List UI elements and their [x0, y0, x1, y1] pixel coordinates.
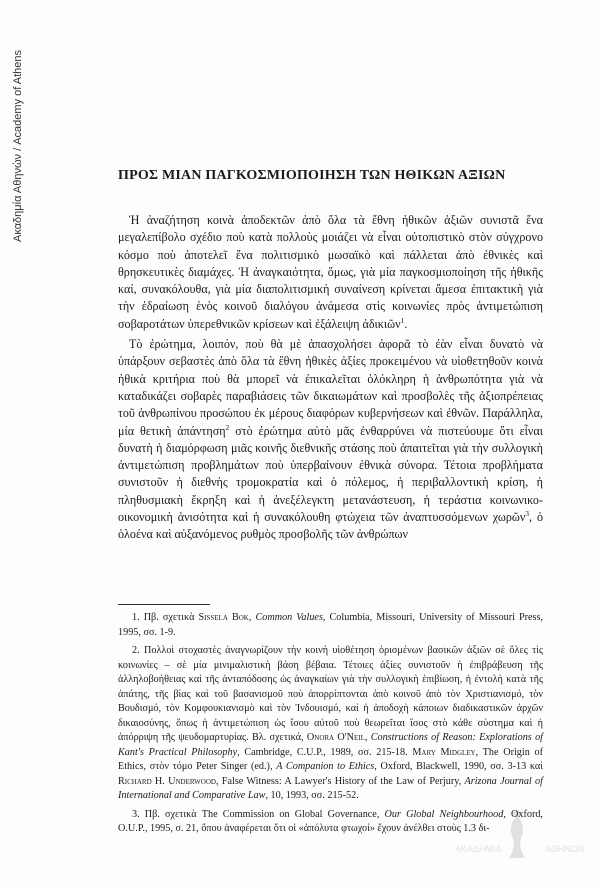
footnote-2 — [118, 644, 543, 804]
footnote-1-sep: , — [248, 612, 256, 623]
paragraph-2-text-c: , ὁ ὁλοένα καὶ αὐξανόμενος ρυθμὸς προσβολῆς τῶν ἀνθρώπων — [118, 510, 543, 542]
watermark-text-left: ΑΚΑΔΗΜΙΑ — [455, 844, 502, 854]
main-text — [118, 212, 543, 544]
archive-side-label: Ακαδημία Αθηνών / Academy of Athens — [12, 49, 24, 242]
footnote-2-work-2: A Companion to Ethics — [276, 761, 375, 772]
paragraph-2-text-a: Τὸ ἐρώτημα, λοιπόν, ποὺ θὰ μὲ ἀπασχολήσει ἀφορᾶ τὸ ἐὰν εἶναι δυνατὸ νὰ ὑπάρξουν σεβαστὲς ἀπὸ ὅλα τὰ ἔθνη ἠθικὲς ἀξίες προκειμένου νὰ υἱοθετηθοῦν κοινὰ ἠθικὰ κριτήρια ποὺ θὰ μπορεῖ νὰ ἐπικαλεῖται ὁλόκληρη ἡ ἀνθρωπότητα γιὰ νὰ καταδικάζει σοβαρὲς παραβιάσεις τῶν δικαιωμάτων καὶ προσβολὲς τῆς ἀξιοπρέπειας τοῦ ἀνθρωπίνου προσώπου ἐκ μέρους διαφόρων κυβερνήσεων καὶ ἐθνῶν. Παράλληλα, μία θετικὴ ἀπάντηση — [118, 337, 543, 438]
footnote-2-rest-1: , Cambridge, C.U.P., 1989, σσ. 215-18. — [237, 746, 413, 758]
footnote-2-text: 2. Πολλοὶ στοχαστὲς ἀναγνωρίζουν τὴν κοινὴ υἱοθέτηση ὁρισμένων βασικῶν ἀξιῶν σὲ ὅλες τὶς κοινωνίες – σὲ μία μινιμαλιστικὴ βάση βέβαια. Τέτοιες ἀξίες συνιστοῦν ἡ ἐπιβράβευση τῆς ἀλληλοβοήθειας καὶ τῆς ἀνταπόδοσης ὡς ἀναγκαίων γιὰ τὴν συλλογικὴ ἐπιβίωση, ἡ ἐντολὴ κατὰ τῆς ἀπάτης, τῆς βίας καὶ τοῦ βασανισμοῦ ποὺ ἀπορρίπτονται ἀπὸ κοινοῦ ἀπὸ τὸν Χριστιανισμό, τὸν Βουδισμό, τὸν Κομφουκιανισμὸ καὶ τὸν Ἰνδουισμό, καὶ ἡ ἀποδοχὴ κάποιων διαδικαστικῶν ἀρχῶν δικαιοσύνης, ὅπως ἡ ἀντιμετώπιση ὡς ἴσου αὐτοῦ ποὺ θεωρεῖται ἴσος στὸ κάθε σύστημα καὶ ἡ ἀπόρριψη τῆς ψευδομαρτυρίας. Βλ. σχετικά, — [118, 645, 543, 743]
footnote-2-rest-3: , Oxford, Blackwell, 1990, σσ. 3-13 καὶ — [374, 761, 543, 772]
footnotes — [118, 611, 543, 841]
footnote-2-work-3: Arizona Journal of International and Comparative Law — [118, 775, 543, 801]
paragraph-2-text-b: στὸ ἐρώτημα αὐτὸ μᾶς ἐνθαρρύνει νὰ πιστεύουμε ὅτι εἶναι δυνατὴ ἡ διαμόρφωση μιᾶς κοινῆς διεθνικῆς στάσης ποὺ ἀπαιτεῖται γιὰ τὴν συλλογικὴ ἀντιμετώπιση προβλημάτων ποὺ ὑπερβαίνουν ἐθνικὰ σύνορα. Τέτοια προβλήματα συνιστοῦν ἡ διεθνὴς τρομοκρατία καὶ ὁ πόλεμος, ἡ περιβαλλοντικὴ κρίση, ἡ πληθυσμιακὴ ἔκρηξη καὶ ἡ ἀνεξέλεγκτη μετανάστευση, ἡ τεράστια κοινωνικο-οικονομικὴ ἀνισότητα καὶ ἡ συνακόλουθη φτώχεια τῶν ἀναπτυσσόμενων χωρῶν — [118, 423, 543, 525]
page-title: ΠΡΟΣ ΜΙΑΝ ΠΑΓΚΟΣΜΙΟΠΟΙΗΣΗ ΤΩΝ ΗΘΙΚΩΝ ΑΞΙΩΝ — [118, 168, 506, 183]
footnote-2-rest-4: , False Witness: A Lawyer's History of the Law of Perjury, — [215, 775, 465, 787]
footnote-2-rest-5: , 10, 1993, σσ. 215-52. — [265, 790, 359, 801]
footnote-2-author-3: Richard H. Underwood — [118, 775, 216, 787]
watermark-text-right: ΑΘΗΝΩΝ — [545, 844, 585, 854]
footnote-1 — [118, 611, 543, 640]
watermark-head-icon — [513, 810, 521, 818]
paragraph-1: Ἡ ἀναζήτηση κοινὰ ἀποδεκτῶν ἀπὸ ὅλα τὰ ἔθνη ἠθικῶν ἀξιῶν συνιστᾶ ἕνα μεγαλεπίβολο σχέδιο ποὺ κατὰ πολλοὺς μοιάζει νὰ εἶναι οὐτοπιστικὸ στὸν σύγχρονο κόσμο ποὺ ἀποτελεῖ ἕνα πολιτισμικὸ μωσαϊκὸ καὶ πάλλεται ἀπὸ ἐθνικὲς καὶ θρησκευτικὲς διαμάχες. Ἡ ἀναγκαιότητα, ὅμως, γιὰ μία παγκοσμιοποίηση τῆς ἠθικῆς καί, συνακόλουθα, γιὰ μία διαπολιτισμικὴ συναίνεση κρίνεται ἄμεσα ἐπιτακτικὴ γιὰ τὴν ἑδραίωση ἑνὸς κοινοῦ διαλόγου ἀνάμεσα στὶς κοινωνίες πρὸς ἀντιμετώπιση σοβαροτάτων ὑπερεθνικῶν κρίσεων καὶ ἐξάλειψη ἀδικιῶν$^1$. — [118, 213, 543, 331]
academy-watermark-logo — [455, 808, 585, 868]
footnote-3-rest: , Oxford, O.U.P., 1995, σ. 21, ὅπου ἀναφέρεται ὅτι οἱ «ἀπόλυτα φτωχοί» ἔχουν ἀνέλθει στοὺς 1.3 δι- — [118, 808, 543, 834]
paragraph-2 — [118, 336, 543, 544]
footnote-1-author: Sissela Bok — [198, 612, 249, 623]
footnote-2-author-2: Mary Midgley — [412, 746, 476, 758]
footnote-2-work-1: Constructions of Reason: Explorations of Kant's Practical Philosophy — [118, 732, 543, 758]
footnote-3-work: Our Global Neighbourhood — [384, 808, 504, 820]
footnote-2-sep: , — [364, 732, 371, 743]
footnote-divider — [118, 604, 210, 605]
footnote-2-author-1: Onora O'Neil — [306, 732, 365, 743]
footnote-2-rest-2: , The Origin of Ethics, στὸν τόμο Peter Singer (ed.), — [118, 746, 543, 772]
footnote-1-number: 1. Πβ. σχετικὰ — [132, 612, 195, 623]
footnote-3-text: 3. Πβ. σχετικὰ The Commission on Global Governance, — [132, 808, 385, 820]
footnote-1-rest: , Columbia, Missouri, University of Missouri Press, 1995, σσ. 1-9. — [118, 612, 544, 638]
footnote-ref-2: 2 — [225, 422, 230, 432]
paragraph-1-text: Ἡ ἀναζήτηση κοινὰ ἀποδεκτῶν ἀπὸ ὅλα τὰ ἔθνη ἠθικῶν ἀξιῶν συνιστᾶ ἕνα μεγαλεπίβολο σχέδιο ποὺ κατὰ πολλοὺς μοιάζει νὰ εἶναι οὐτοπιστικὸ στὸν σύγχρονο κόσμο ποὺ ἀποτελεῖ ἕνα πολιτισμικὸ μωσαϊκὸ καὶ πάλλεται ἀπὸ ἐθνικὲς καὶ θρησκευτικὲς διαμάχες. Ἡ ἀναγκαιότητα, ὅμως, γιὰ μία παγκοσμιοποίηση τῆς ἠθικῆς καί, συνακόλουθα, γιὰ μία διαπολιτισμικὴ συναίνεση κρίνεται ἄμεσα ἐπιτακτικὴ γιὰ τὴν ἑδραίωση ἑνὸς κοινοῦ διαλόγου ἀνάμεσα στὶς κοινωνίες πρὸς ἀντιμετώπιση σοβαροτάτων ὑπερεθνικῶν κρίσεων καὶ ἐξάλειψη ἀδικιῶν — [118, 213, 543, 331]
watermark-figure-icon — [509, 816, 525, 858]
footnote-1-work: Common Values — [255, 612, 323, 623]
footnote-ref-1: 1 — [400, 315, 405, 325]
footnote-ref-3: 3 — [525, 509, 530, 519]
